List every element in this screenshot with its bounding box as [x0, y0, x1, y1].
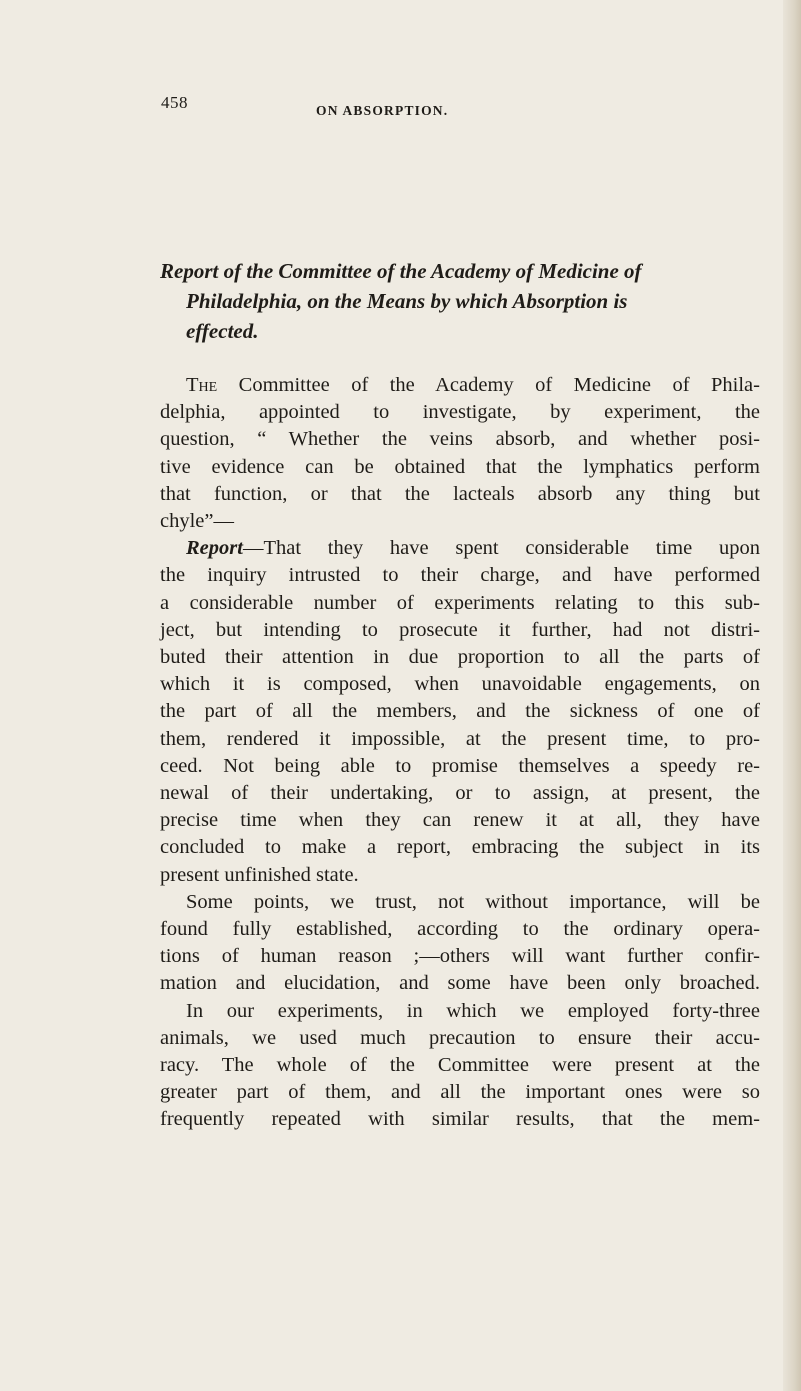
running-head	[0, 93, 801, 123]
paragraph-line: that function, or that the lacteals absorb any thing but	[160, 482, 760, 505]
paragraph-line: tions of human reason ;—others will want further confir-	[160, 945, 760, 968]
line-text: Committee of the Academy of Medicine of Phila-	[217, 374, 760, 396]
page-number: 458	[161, 93, 188, 112]
paragraph-line: chyle”—	[160, 510, 234, 533]
article-title	[160, 256, 760, 346]
paragraph-line: greater part of them, and all the important ones were so	[160, 1081, 760, 1104]
paragraph-line: mation and elucidation, and some have been only broached.	[160, 972, 760, 995]
paragraph-line	[160, 535, 760, 562]
paragraph-line: ceed. Not being able to promise themselves a speedy re-	[160, 754, 760, 777]
paragraph-line: newal of their undertaking, or to assign, at present, the	[160, 782, 760, 805]
paragraph-line: a considerable number of experiments relating to this sub-	[160, 591, 760, 614]
paragraph-line: frequently repeated with similar results, that the mem-	[160, 1108, 760, 1131]
paragraph-line: precise time when they can renew it at all, they have	[160, 809, 760, 832]
paragraph-line: racy. The whole of the Committee were present at the	[160, 1054, 760, 1077]
title-line: Philadelphia, on the Means by which Absorption is	[186, 289, 628, 313]
title-line: effected.	[186, 319, 259, 343]
paragraph-line: question, “ Whether the veins absorb, and whether posi-	[160, 428, 760, 451]
page-edge	[783, 0, 801, 1391]
paragraph-line: found fully established, according to the ordinary opera-	[160, 918, 760, 941]
paragraph-line: them, rendered it impossible, at the present time, to pro-	[160, 727, 760, 750]
paragraph-line: In our experiments, in which we employed forty-three	[186, 999, 760, 1022]
paragraph-line: tive evidence can be obtained that the lymphatics perform	[160, 455, 760, 478]
paragraph-line: present unfinished state.	[160, 863, 359, 886]
paragraph-line: concluded to make a report, embracing the subject in its	[160, 836, 760, 859]
running-title: ON ABSORPTION.	[316, 103, 449, 118]
drop-lead-word: The	[186, 374, 218, 396]
paragraph-line: the inquiry intrusted to their charge, and have performed	[160, 564, 760, 587]
paragraph-line: ject, but intending to prosecute it further, had not distri-	[160, 618, 760, 641]
line-text: —That they have spent considerable time upon	[242, 537, 760, 560]
paragraph-line	[160, 372, 760, 399]
paragraph-line: Some points, we trust, not without importance, will be	[186, 890, 760, 913]
paragraph-line: delphia, appointed to investigate, by experiment, the	[160, 401, 760, 424]
paragraph-line: the part of all the members, and the sickness of one of	[160, 700, 760, 723]
report-lead-word: Report	[186, 537, 243, 560]
title-line: Report of the Committee of the Academy of Medicine of	[160, 259, 642, 283]
paragraph-line: animals, we used much precaution to ensure their accu-	[160, 1026, 760, 1049]
paragraph-line: which it is composed, when unavoidable engagements, on	[160, 673, 760, 696]
paragraph-line: buted their attention in due proportion to all the parts of	[160, 646, 760, 669]
body-text	[160, 372, 760, 1134]
